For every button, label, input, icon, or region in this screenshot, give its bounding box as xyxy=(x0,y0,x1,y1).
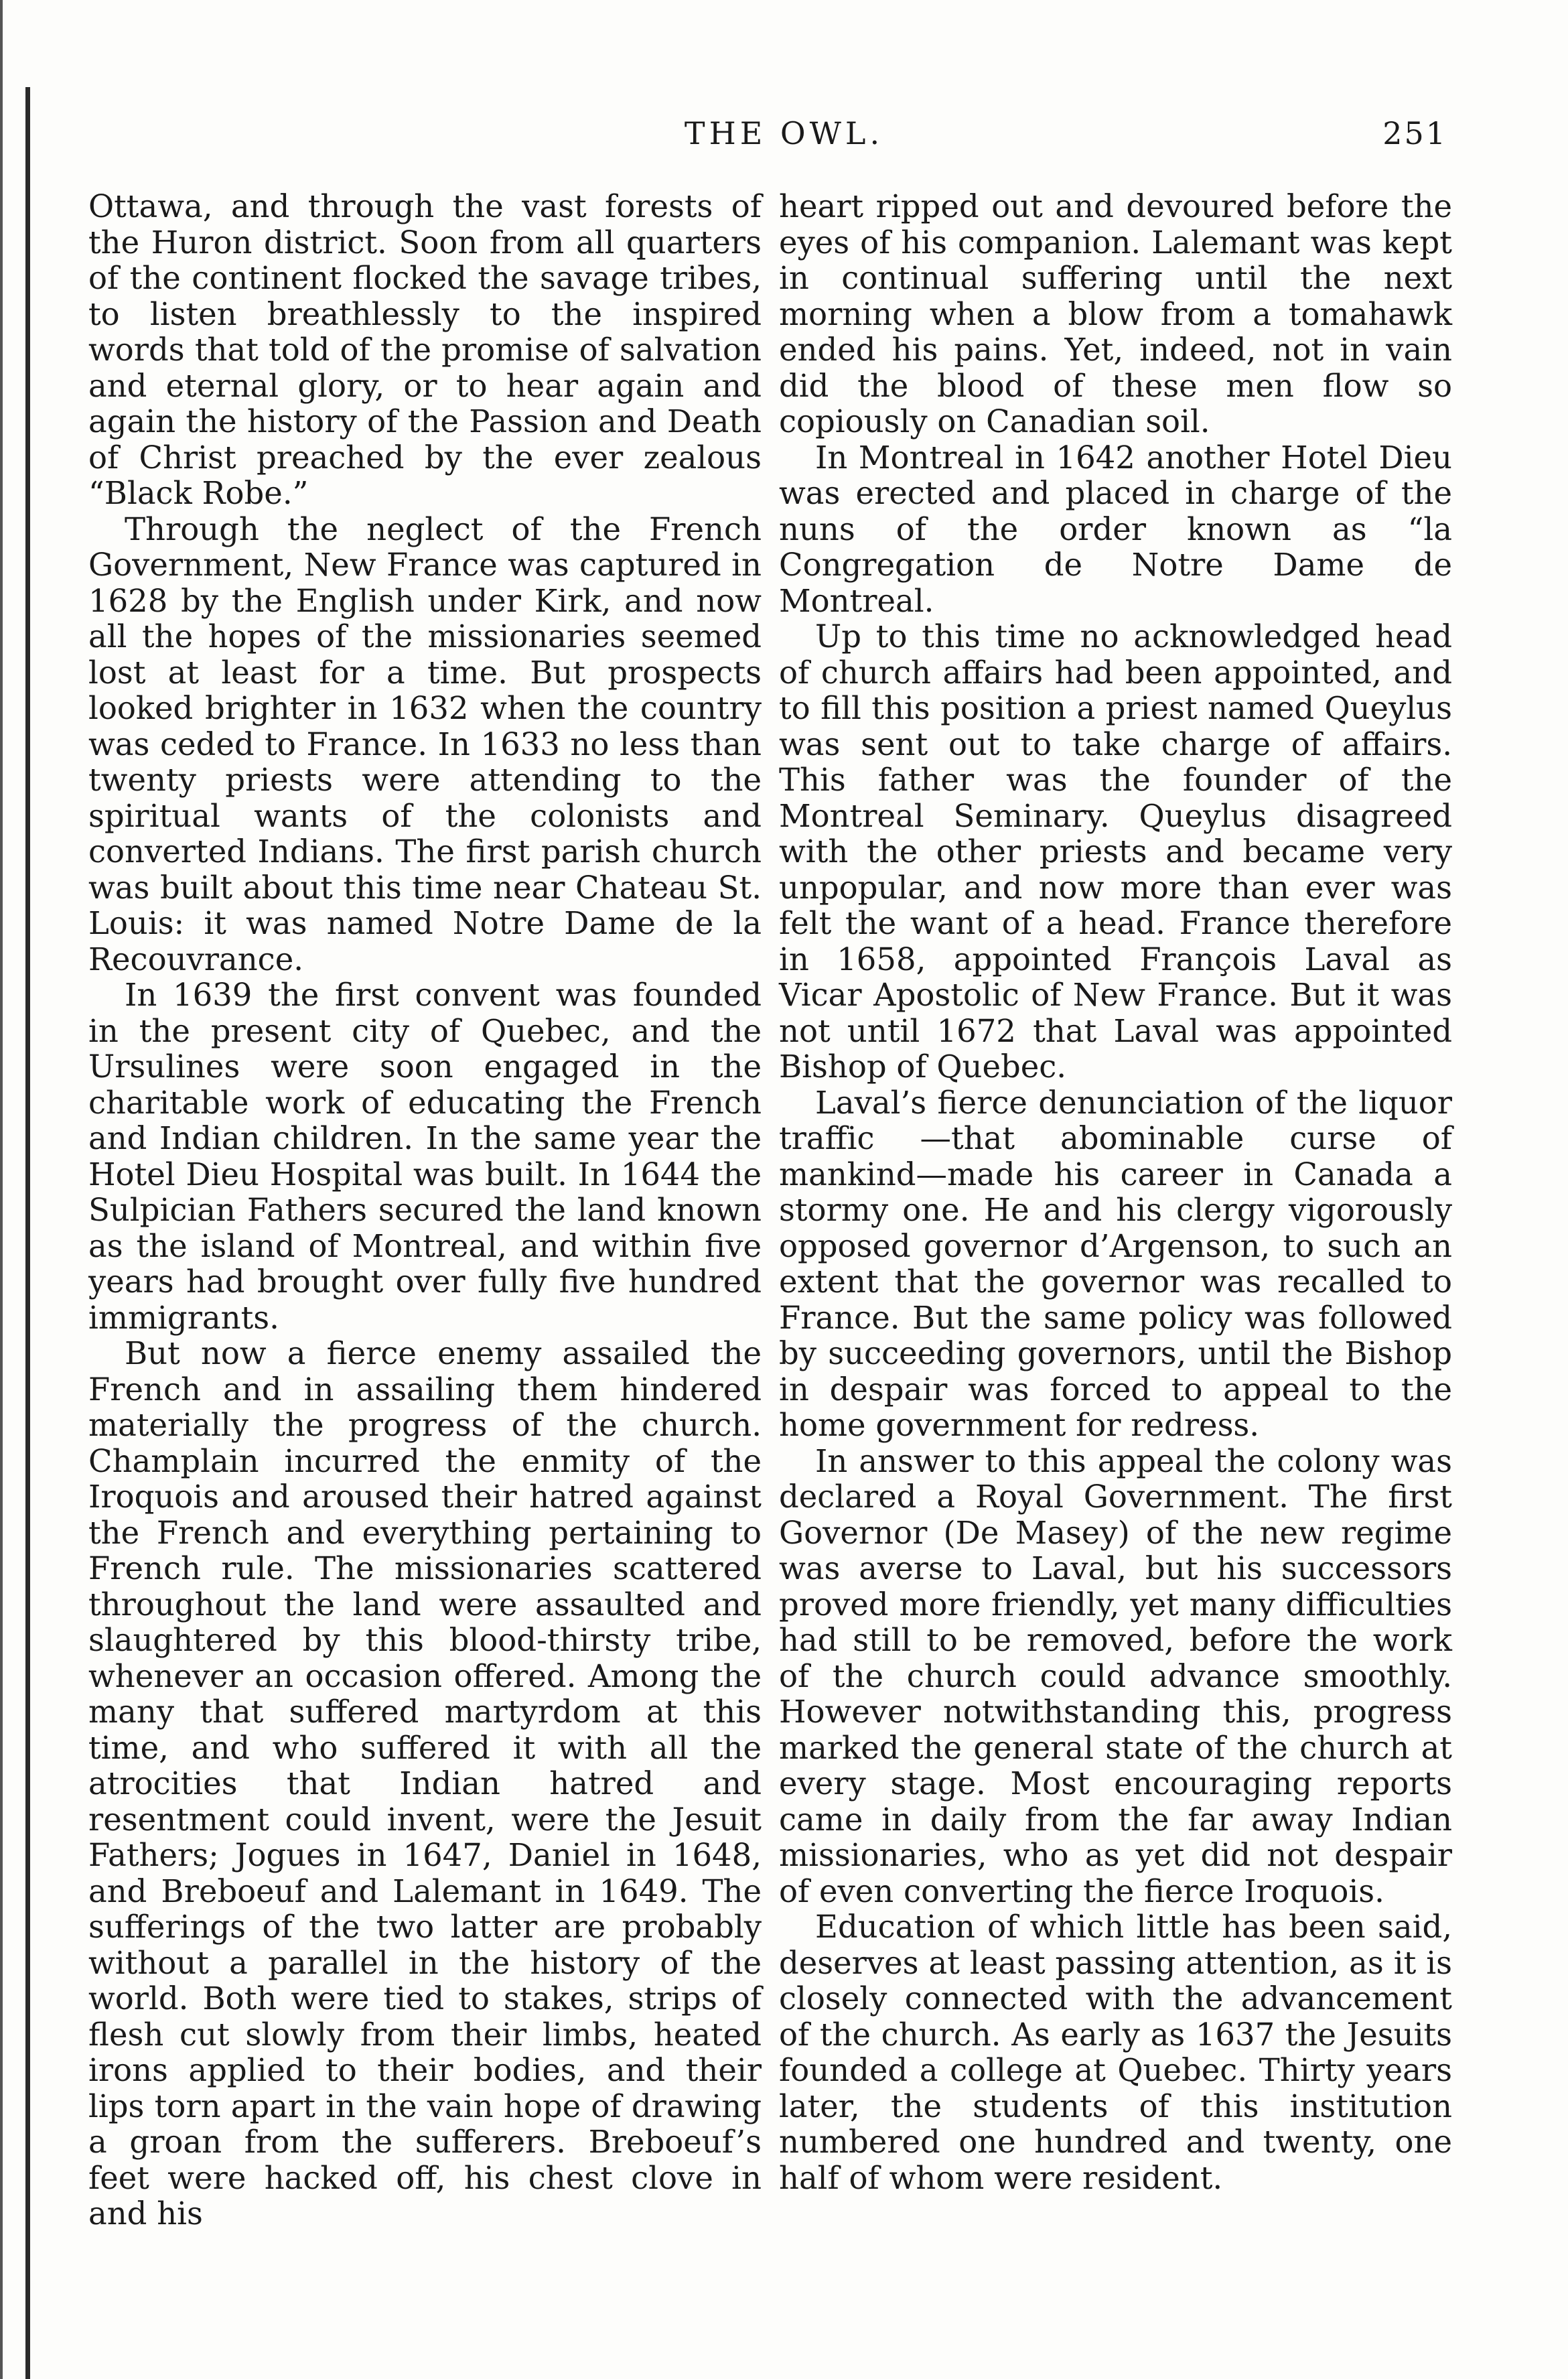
running-header-title: THE OWL. xyxy=(684,115,884,151)
page-edge-shadow xyxy=(0,0,3,2379)
paragraph: In answer to this appeal the colony was declared a Royal Government. The first Governor (De Masey) of the new regime was averse to Laval, but his successors proved more friendly, yet many difficulties had still to be removed, before the work of the church could advance smoothly. However notwithstanding this, progress marked the general state of the church at every stage. Most encouraging reports came in daily from the far away Indian missionaries, who as yet did not despair of even converting the fierce Iroquois. xyxy=(779,1442,1452,1909)
paragraph: In Montreal in 1642 another Hotel Dieu was erected and placed in charge of the nuns of the order known as “la Congregation de Notre Dame de Montreal. xyxy=(779,439,1452,619)
paragraph: Education of which little has been said, deserves at least passing attention, as it is closely connected with the advancement of the church. As early as 1637 the Jesuits founded a college at Quebec. Thirty years later, the students of this institution numbered one hundred and twenty, one half of whom were resident. xyxy=(779,1909,1452,2196)
right-text-column xyxy=(779,189,1452,2196)
binding-edge xyxy=(25,87,30,2379)
paragraph: In 1639 the first convent was founded in the present city of Quebec, and the Ursulines were soon engaged in the charitable work of educating the French and Indian children. In the same year the Hotel Dieu Hospital was built. In 1644 the Sulpician Fathers secured the land known as the island of Montreal, and within five years had brought over fully five hundred immigrants. xyxy=(88,977,762,1336)
paragraph: Through the neglect of the French Government, New France was captured in 1628 by the English under Kirk, and now all the hopes of the missionaries seemed lost at least for a time. But prospects looked brighter in 1632 when the country was ceded to France. In 1633 no less than twenty priests were attending to the spiritual wants of the colonists and converted Indians. The first parish church was built about this time near Chateau St. Louis: it was named Notre Dame de la Recouvrance. xyxy=(88,511,762,977)
page-number: 251 xyxy=(1382,115,1447,151)
paragraph: Up to this time no acknowledged head of church affairs had been appointed, and to fill this position a priest named Queylus was sent out to take charge of affairs. This father was the founder of the Montreal Seminary. Queylus disagreed with the other priests and became very unpopular, and now more than ever was felt the want of a head. France therefore in 1658, appointed François Laval as Vicar Apostolic of New France. But it was not until 1672 that Laval was appointed Bishop of Quebec. xyxy=(779,618,1452,1085)
left-text-column xyxy=(88,189,762,2232)
paragraph-continued: Ottawa, and through the vast forests of the Huron district. Soon from all quarters of the continent flocked the savage tribes, to listen breathlessly to the inspired words that told of the promise of salvation and eternal glory, or to hear again and again the history of the Passion and Death of Christ preached by the ever zealous “Black Robe.” xyxy=(88,188,762,511)
paragraph: Laval’s fierce denunciation of the liquor traffic —that abominable curse of mankind—made his career in Canada a stormy one. He and his clergy vigorously opposed governor d’Argenson, to such an extent that the governor was recalled to France. But the same policy was followed by succeeding governors, until the Bishop in despair was forced to appeal to the home government for redress. xyxy=(779,1084,1452,1443)
paragraph-continued: heart ripped out and devoured before the eyes of his companion. Lalemant was kept in continual suffering until the next morning when a blow from a tomahawk ended his pains. Yet, indeed, not in vain did the blood of these men flow so copiously on Canadian soil. xyxy=(779,188,1452,439)
paragraph: But now a fierce enemy assailed the French and in assailing them hindered materially the progress of the church. Champlain incurred the enmity of the Iroquois and aroused their hatred against the French and everything pertaining to French rule. The missionaries scattered throughout the land were assaulted and slaughtered by this blood-thirsty tribe, whenever an occasion offered. Among the many that suffered martyrdom at this time, and who suffered it with all the atrocities that Indian hatred and resentment could invent, were the Jesuit Fathers; Jogues in 1647, Daniel in 1648, and Breboeuf and Lalemant in 1649. The sufferings of the two latter are probably without a parallel in the history of the world. Both were tied to stakes, strips of flesh cut slowly from their limbs, heated irons applied to their bodies, and their lips torn apart in the vain hope of drawing a groan from the sufferers. Breboeuf’s feet were hacked off, his chest clove in and his xyxy=(88,1335,762,2232)
